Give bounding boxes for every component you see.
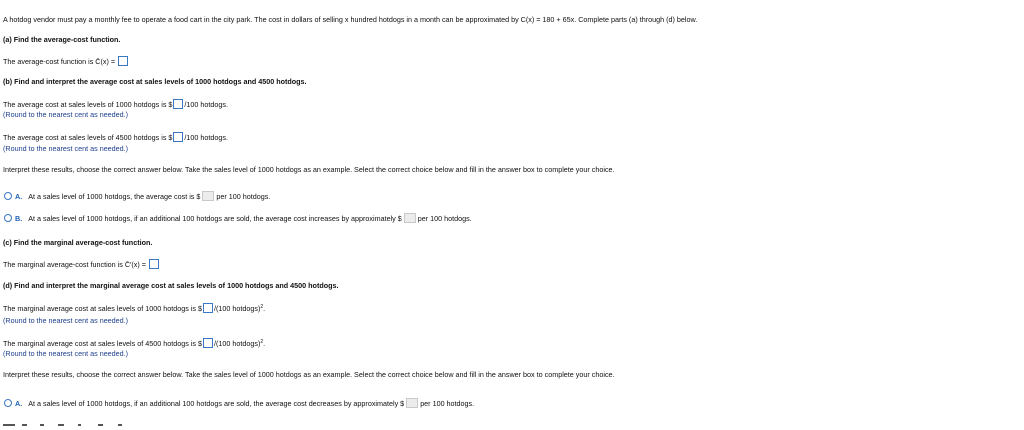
part-b-q1-round-hint: (Round to the nearest cent as needed.) bbox=[3, 110, 129, 119]
part-d-q1-round-hint: (Round to the nearest cent as needed.) bbox=[3, 316, 129, 325]
option-letter: A. bbox=[15, 192, 23, 201]
part-d-q1-answer-box[interactable] bbox=[203, 303, 213, 313]
part-d-option-a-answer-box[interactable] bbox=[406, 398, 418, 408]
part-b-q1-prefix: The average cost at sales levels of 1000 hotdogs is $ bbox=[3, 100, 173, 109]
part-d-q2-round-hint: (Round to the nearest cent as needed.) bbox=[3, 349, 129, 358]
part-d-q1-period: . bbox=[263, 304, 266, 313]
part-b-q2-suffix: /100 hotdogs. bbox=[184, 133, 228, 142]
part-d-q2-period: . bbox=[263, 339, 266, 348]
part-d-q1-prefix: The marginal average cost at sales levels of 1000 hotdogs is $ bbox=[3, 304, 202, 313]
part-d-q2-line bbox=[3, 337, 265, 349]
option-prefix: At a sales level of 1000 hotdogs, if an additional 100 hotdogs are sold, the average cost increases by approximately $ bbox=[28, 214, 402, 223]
part-b-option-b[interactable] bbox=[4, 213, 472, 224]
part-b-q2-round-hint: (Round to the nearest cent as needed.) bbox=[3, 144, 129, 153]
part-a-heading: (a) Find the average-cost function. bbox=[3, 35, 121, 44]
option-prefix: At a sales level of 1000 hotdogs, if an additional 100 hotdogs are sold, the average cost decreases by approximately $ bbox=[28, 399, 405, 408]
part-b-q1-line bbox=[3, 99, 228, 110]
part-b-q2-prefix: The average cost at sales levels of 4500 hotdogs is $ bbox=[3, 133, 173, 142]
part-d-q2-unit: /(100 hotdogs) bbox=[213, 339, 261, 348]
radio-button[interactable] bbox=[4, 399, 12, 407]
part-b-q1-answer-box[interactable] bbox=[173, 99, 183, 109]
part-d-q1-unit: /(100 hotdogs) bbox=[213, 304, 261, 313]
part-b-interpret: Interpret these results, choose the correct answer below. Take the sales level of 1000 hotdogs as an example. Select the correct choice below and fill in the answer box to complete your choice. bbox=[3, 165, 615, 174]
radio-button[interactable] bbox=[4, 192, 12, 200]
option-letter: A. bbox=[15, 399, 23, 408]
part-d-q2-answer-box[interactable] bbox=[203, 338, 213, 348]
part-a-answer-prefix: The average-cost function is C̄(x) = bbox=[3, 57, 116, 66]
cut-off-text-fragment bbox=[0, 424, 140, 430]
option-prefix: At a sales level of 1000 hotdogs, the average cost is $ bbox=[28, 192, 201, 201]
part-c-answer-box[interactable] bbox=[149, 259, 159, 269]
part-c-answer-line bbox=[3, 259, 160, 270]
option-suffix: per 100 hotdogs. bbox=[216, 192, 271, 201]
radio-button[interactable] bbox=[4, 214, 12, 222]
problem-intro: A hotdog vendor must pay a monthly fee to operate a food cart in the city park. The cost in dollars of selling x hundred hotdogs in a month can be approximated by C(x) = 180 + 65x. Complete parts (a) through (d) below. bbox=[3, 15, 698, 24]
part-c-heading: (c) Find the marginal average-cost function. bbox=[3, 238, 153, 247]
part-b-q2-line bbox=[3, 132, 228, 143]
part-d-interpret: Interpret these results, choose the correct answer below. Take the sales level of 1000 hotdogs as an example. Select the correct choice below and fill in the answer box to complete your choice. bbox=[3, 370, 615, 379]
part-d-option-a[interactable] bbox=[4, 398, 474, 409]
part-d-q2-prefix: The marginal average cost at sales levels of 4500 hotdogs is $ bbox=[3, 339, 202, 348]
part-b-heading: (b) Find and interpret the average cost at sales levels of 1000 hotdogs and 4500 hotdogs. bbox=[3, 77, 307, 86]
part-d-q2-exponent: 2 bbox=[260, 339, 264, 345]
part-b-q2-answer-box[interactable] bbox=[173, 132, 183, 142]
part-b-q1-suffix: /100 hotdogs. bbox=[184, 100, 228, 109]
part-a-answer-box[interactable] bbox=[118, 56, 128, 66]
option-suffix: per 100 hotdogs. bbox=[420, 399, 475, 408]
part-d-q1-exponent: 2 bbox=[260, 304, 264, 310]
part-b-option-a[interactable] bbox=[4, 191, 270, 202]
part-a-answer-line bbox=[3, 56, 129, 67]
part-b-option-b-answer-box[interactable] bbox=[404, 213, 416, 223]
option-suffix: per 100 hotdogs. bbox=[417, 214, 472, 223]
part-c-answer-prefix: The marginal average-cost function is C̄′(x) = bbox=[3, 260, 146, 269]
part-d-q1-line bbox=[3, 302, 265, 314]
option-letter: B. bbox=[15, 214, 23, 223]
part-b-option-a-answer-box[interactable] bbox=[202, 191, 214, 201]
part-d-heading: (d) Find and interpret the marginal average cost at sales levels of 1000 hotdogs and 4500 hotdogs. bbox=[3, 281, 339, 290]
